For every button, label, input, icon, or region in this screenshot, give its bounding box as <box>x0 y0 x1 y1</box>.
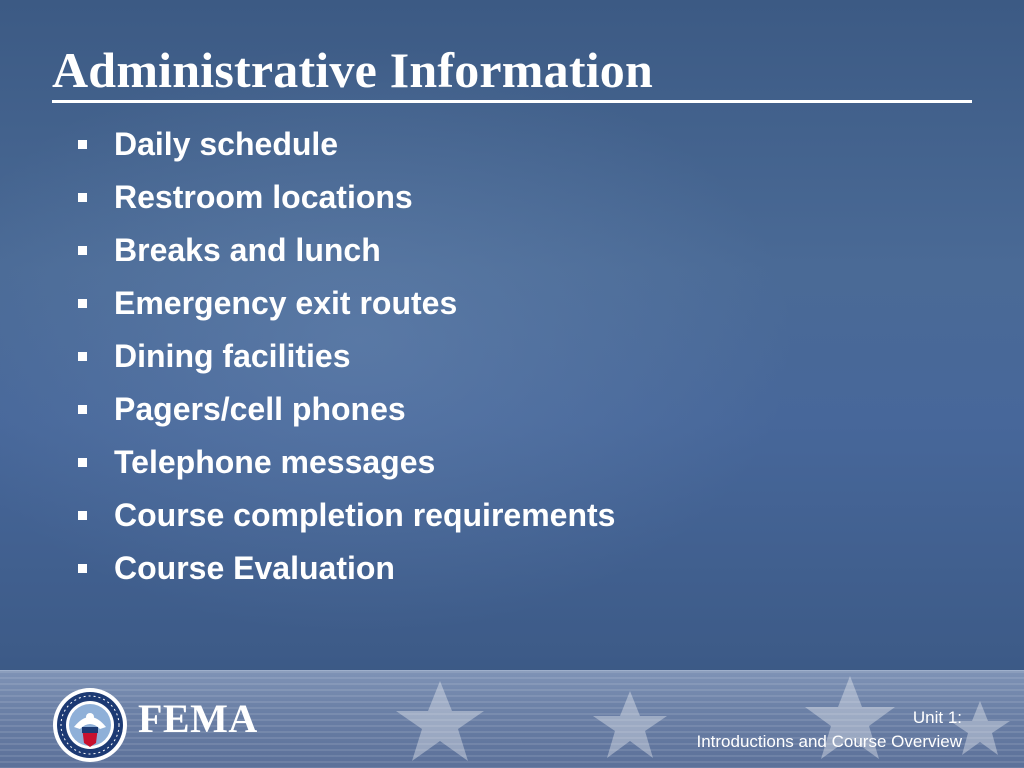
list-item <box>72 171 615 224</box>
footer-bar <box>0 670 1024 768</box>
list-item <box>72 330 615 383</box>
title-underline <box>52 100 972 103</box>
slide-title: Administrative Information <box>52 42 654 98</box>
square-bullet-icon <box>78 246 87 255</box>
course-title: Introductions and Course Overview <box>696 732 962 751</box>
fema-logo: FEMA <box>138 696 258 741</box>
square-bullet-icon <box>78 140 87 149</box>
square-bullet-icon <box>78 299 87 308</box>
bullet-text: Course Evaluation <box>114 550 395 586</box>
square-bullet-icon <box>78 564 87 573</box>
bullet-text: Restroom locations <box>114 179 413 215</box>
dhs-seal-icon <box>52 687 128 763</box>
bullet-text: Daily schedule <box>114 126 339 162</box>
list-item <box>72 489 615 542</box>
square-bullet-icon <box>78 511 87 520</box>
bullet-text: Emergency exit routes <box>114 285 458 321</box>
bullet-text: Breaks and lunch <box>114 232 381 268</box>
square-bullet-icon <box>78 458 87 467</box>
list-item <box>72 542 615 595</box>
bullet-text: Pagers/cell phones <box>114 391 406 427</box>
list-item <box>72 383 615 436</box>
list-item <box>72 436 615 489</box>
unit-label: Unit 1: <box>912 708 962 727</box>
square-bullet-icon <box>78 352 87 361</box>
square-bullet-icon <box>78 193 87 202</box>
square-bullet-icon <box>78 405 87 414</box>
bullet-text: Course completion requirements <box>114 497 616 533</box>
list-item <box>72 224 615 277</box>
list-item <box>72 277 615 330</box>
bullet-text: Telephone messages <box>114 444 436 480</box>
list-item <box>72 118 615 171</box>
bullet-text: Dining facilities <box>114 338 351 374</box>
bullet-list <box>72 118 615 595</box>
